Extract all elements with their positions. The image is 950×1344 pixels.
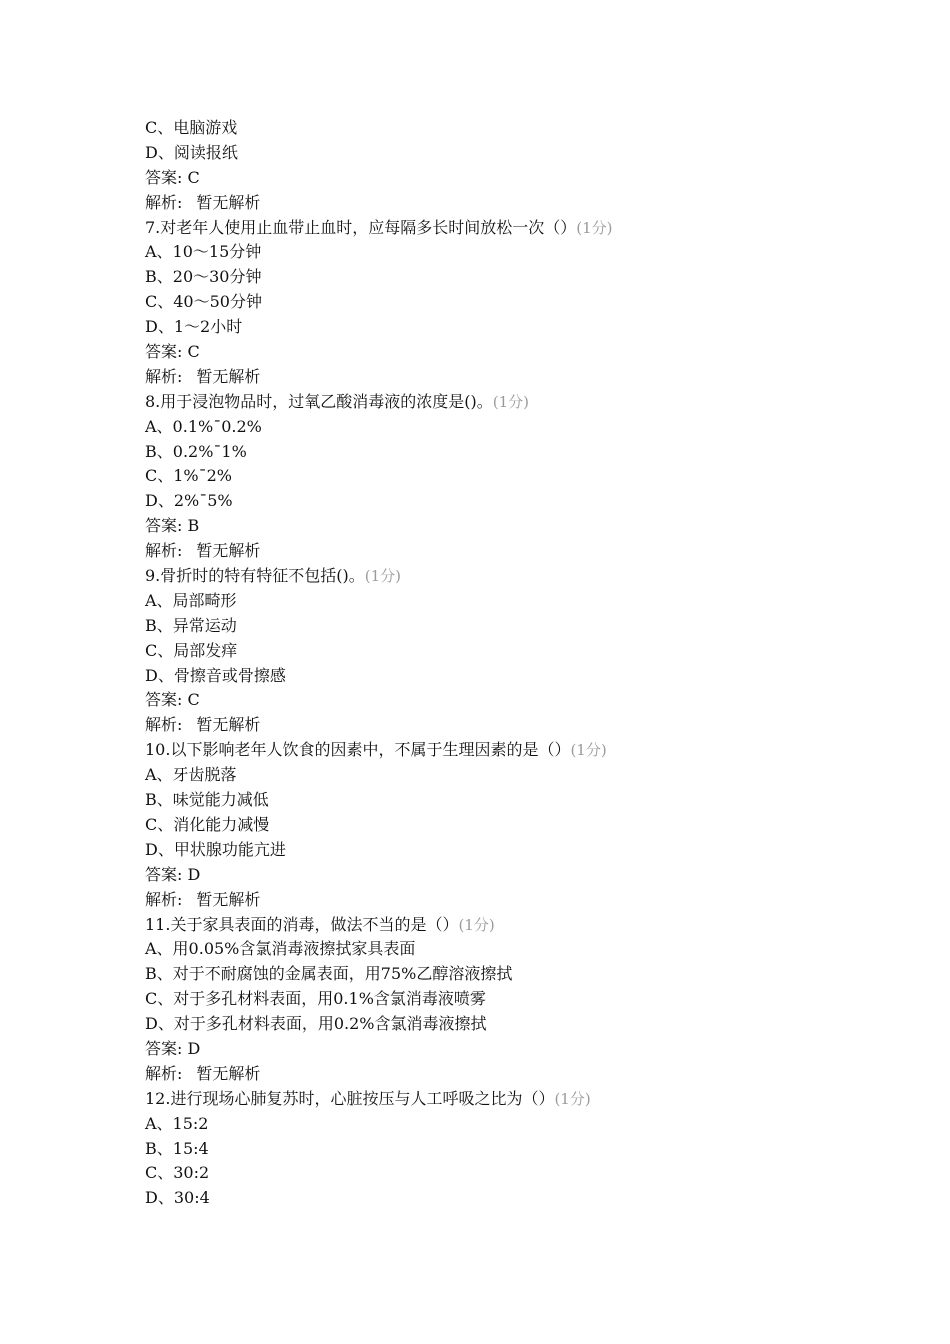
option-text: B、20～30分钟 bbox=[145, 267, 262, 287]
option-text: A、局部畸形 bbox=[145, 590, 237, 610]
option-text: D、对于多孔材料表面，用0.2%含氯消毒液擦拭 bbox=[145, 1014, 487, 1034]
analysis-label: 解析: bbox=[145, 366, 183, 386]
question-stem bbox=[145, 216, 845, 241]
answer-option bbox=[145, 1137, 845, 1162]
answer-option bbox=[145, 813, 845, 838]
option-text: D、2%¯5% bbox=[145, 491, 233, 511]
answer-option bbox=[145, 1161, 845, 1186]
answer-option bbox=[145, 116, 845, 141]
answer-label: 答案: bbox=[145, 342, 183, 362]
answer-option bbox=[145, 1012, 845, 1037]
answer-value: D bbox=[187, 1038, 201, 1058]
answer-label: 答案: bbox=[145, 167, 183, 187]
answer-option bbox=[145, 415, 845, 440]
option-text: C、电脑游戏 bbox=[145, 118, 238, 137]
analysis-label: 解析: bbox=[145, 889, 183, 909]
question-stem bbox=[145, 913, 845, 938]
analysis-label: 解析: bbox=[145, 192, 183, 212]
analysis-line bbox=[145, 713, 845, 738]
answer-option bbox=[145, 962, 845, 987]
analysis-line bbox=[145, 888, 845, 913]
option-text: D、甲状腺功能亢进 bbox=[145, 839, 286, 859]
question-score: (1分) bbox=[570, 741, 607, 760]
question-score: (1分) bbox=[458, 915, 495, 934]
option-text: B、对于不耐腐蚀的金属表面，用75%乙醇溶液擦拭 bbox=[145, 964, 513, 984]
answer-label: 答案: bbox=[145, 690, 183, 710]
answer-option bbox=[145, 763, 845, 788]
answer-value: C bbox=[187, 342, 200, 362]
analysis-value: 暂无解析 bbox=[196, 541, 261, 561]
analysis-label: 解析: bbox=[145, 1063, 183, 1083]
question-text: 10.以下影响老年人饮食的因素中，不属于生理因素的是（） bbox=[145, 740, 571, 760]
answer-line bbox=[145, 1037, 845, 1062]
analysis-label: 解析: bbox=[145, 715, 183, 735]
analysis-value: 暂无解析 bbox=[196, 192, 261, 212]
answer-option bbox=[145, 788, 845, 813]
option-text: B、0.2%¯1% bbox=[145, 441, 247, 461]
answer-value: C bbox=[187, 690, 200, 710]
answer-value: B bbox=[187, 516, 200, 536]
answer-line bbox=[145, 166, 845, 191]
option-text: C、消化能力减慢 bbox=[145, 814, 270, 834]
answer-option bbox=[145, 290, 845, 315]
option-text: A、牙齿脱落 bbox=[145, 765, 237, 785]
question-stem bbox=[145, 1087, 845, 1112]
answer-option bbox=[145, 664, 845, 689]
option-text: D、30:4 bbox=[145, 1188, 210, 1208]
analysis-value: 暂无解析 bbox=[196, 715, 261, 735]
answer-option bbox=[145, 315, 845, 340]
answer-label: 答案: bbox=[145, 516, 183, 536]
answer-option bbox=[145, 614, 845, 639]
answer-option bbox=[145, 937, 845, 962]
answer-option bbox=[145, 1112, 845, 1137]
analysis-line bbox=[145, 539, 845, 564]
option-text: D、骨擦音或骨擦感 bbox=[145, 665, 286, 685]
analysis-label: 解析: bbox=[145, 541, 183, 561]
answer-label: 答案: bbox=[145, 1038, 183, 1058]
analysis-value: 暂无解析 bbox=[196, 889, 261, 909]
option-text: D、阅读报纸 bbox=[145, 142, 238, 162]
option-text: A、10～15分钟 bbox=[145, 242, 262, 262]
option-text: A、0.1%¯0.2% bbox=[145, 416, 262, 436]
question-stem bbox=[145, 564, 845, 589]
answer-value: C bbox=[187, 167, 200, 187]
question-stem bbox=[145, 738, 845, 763]
question-list bbox=[145, 116, 845, 1211]
question-text: 12.进行现场心肺复苏时，心脏按压与人工呼吸之比为（） bbox=[145, 1088, 555, 1108]
answer-line bbox=[145, 340, 845, 365]
option-text: C、局部发痒 bbox=[145, 640, 238, 660]
answer-option bbox=[145, 639, 845, 664]
answer-option bbox=[145, 589, 845, 614]
answer-label: 答案: bbox=[145, 864, 183, 884]
answer-line bbox=[145, 863, 845, 888]
question-text: 7.对老年人使用止血带止血时，应每隔多长时间放松一次（） bbox=[145, 217, 577, 237]
answer-option bbox=[145, 838, 845, 863]
answer-option bbox=[145, 489, 845, 514]
question-score: (1分) bbox=[576, 218, 613, 237]
question-score: (1分) bbox=[554, 1089, 591, 1108]
option-text: A、用0.05%含氯消毒液擦拭家具表面 bbox=[145, 939, 416, 959]
analysis-value: 暂无解析 bbox=[196, 1063, 261, 1083]
analysis-line bbox=[145, 365, 845, 390]
option-text: B、味觉能力减低 bbox=[145, 790, 269, 810]
question-score: (1分) bbox=[364, 567, 402, 586]
option-text: B、异常运动 bbox=[145, 615, 237, 635]
analysis-line bbox=[145, 191, 845, 216]
answer-option bbox=[145, 141, 845, 166]
option-text: C、40～50分钟 bbox=[145, 292, 262, 312]
question-stem bbox=[145, 390, 845, 415]
answer-option bbox=[145, 440, 845, 465]
answer-option bbox=[145, 1186, 845, 1211]
option-text: C、1%¯2% bbox=[145, 466, 233, 486]
analysis-value: 暂无解析 bbox=[196, 366, 261, 386]
question-text: 11.关于家具表面的消毒，做法不当的是（） bbox=[145, 914, 459, 934]
option-text: C、对于多孔材料表面，用0.1%含氯消毒液喷雾 bbox=[145, 989, 486, 1009]
answer-option bbox=[145, 265, 845, 290]
answer-value: D bbox=[187, 864, 201, 884]
answer-line bbox=[145, 514, 845, 539]
answer-option bbox=[145, 464, 845, 489]
question-text: 8.用于浸泡物品时，过氧乙酸消毒液的浓度是()。 bbox=[145, 391, 493, 411]
option-text: C、30:2 bbox=[145, 1163, 210, 1183]
answer-option bbox=[145, 987, 845, 1012]
analysis-line bbox=[145, 1062, 845, 1087]
question-text: 9.骨折时的特有特征不包括()。 bbox=[145, 566, 365, 586]
option-text: A、15:2 bbox=[145, 1113, 209, 1133]
answer-line bbox=[145, 688, 845, 713]
answer-option bbox=[145, 240, 845, 265]
question-score: (1分) bbox=[492, 392, 530, 411]
option-text: B、15:4 bbox=[145, 1138, 209, 1158]
option-text: D、1～2小时 bbox=[145, 317, 243, 337]
